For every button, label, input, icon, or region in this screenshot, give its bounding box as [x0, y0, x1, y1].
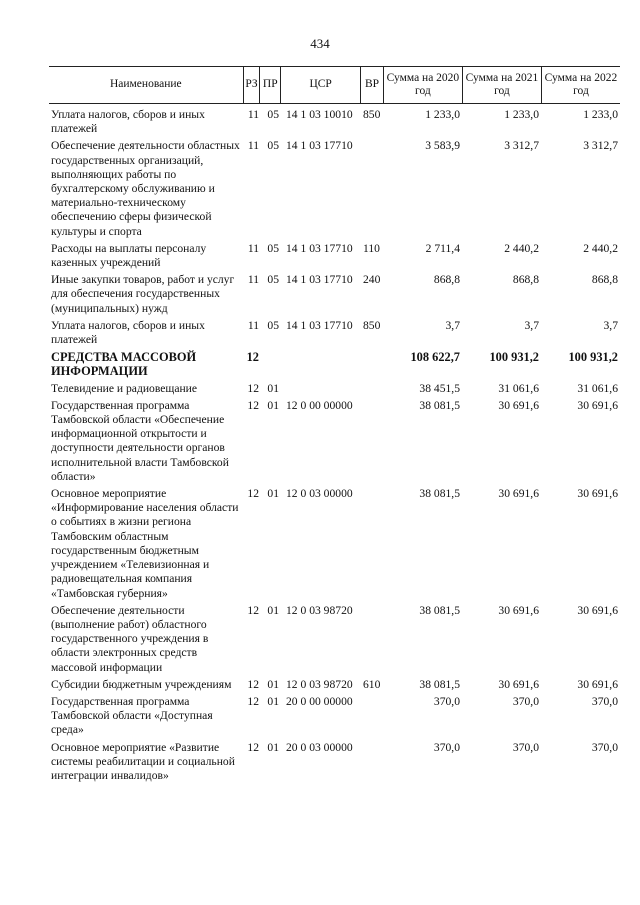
row-rz: 12	[247, 677, 259, 691]
row-pr	[261, 350, 281, 378]
row-sum-2020: 1 233,0	[425, 108, 460, 121]
header-sum-2022: Сумма на 2022 год	[544, 71, 618, 97]
row-csr: 20 0 03 00000	[286, 740, 353, 754]
row-sum-2020: 370,0	[433, 740, 460, 754]
row-pr: 01	[267, 740, 279, 754]
row-pr: 05	[267, 139, 279, 153]
row-vr	[361, 604, 383, 675]
row-rz: 12	[246, 350, 259, 365]
row-sum-2021: 100 931,2	[489, 350, 539, 365]
row-name: Субсидии бюджетным учреждениям	[51, 677, 232, 691]
row-name: Уплата налогов, сборов и иных платежей	[51, 318, 205, 347]
row-csr: 14 1 03 17710	[286, 241, 353, 255]
row-csr: 14 1 03 10010	[286, 108, 353, 121]
row-rz: 11	[247, 318, 259, 332]
row-sum-2022: 3 312,7	[583, 139, 618, 153]
row-sum-2022: 30 691,6	[577, 487, 618, 501]
header-name: Наименование	[49, 67, 244, 103]
row-name: Обеспечение деятельности (выполнение работ) областного государственного учреждения в области электронных средств массовой информации	[51, 603, 209, 674]
row-sum-2021: 31 061,6	[498, 381, 539, 395]
row-name: Уплата налогов, сборов и иных платежей	[51, 108, 205, 136]
row-name: Иные закупки товаров, работ и услуг для обеспечения государственных (муниципальных) нужд	[51, 273, 235, 315]
row-sum-2020: 3,7	[445, 318, 460, 332]
row-sum-2021: 2 440,2	[504, 241, 539, 255]
budget-table	[49, 66, 620, 786]
table-row	[49, 242, 620, 270]
table-row	[49, 399, 620, 484]
row-pr: 05	[267, 273, 279, 287]
row-vr: 850	[363, 318, 381, 332]
row-rz: 12	[247, 487, 259, 501]
row-sum-2022: 31 061,6	[577, 381, 618, 395]
row-csr: 12 0 03 98720	[286, 677, 353, 691]
table-row	[49, 678, 620, 692]
row-vr	[361, 695, 383, 738]
row-sum-2021: 1 233,0	[504, 108, 539, 121]
header-sum-2020: Сумма на 2020 год	[384, 67, 463, 103]
row-pr: 05	[267, 318, 279, 332]
row-name: Расходы на выплаты персоналу казенных учреждений	[51, 241, 207, 270]
row-rz: 12	[247, 603, 259, 617]
row-vr: 240	[363, 273, 381, 287]
row-rz: 12	[247, 694, 259, 708]
row-csr: 12 0 03 98720	[286, 603, 353, 617]
row-sum-2020: 370,0	[433, 694, 460, 708]
row-vr	[361, 399, 383, 484]
row-csr: 14 1 03 17710	[286, 273, 353, 287]
row-sum-2021: 30 691,6	[498, 487, 539, 501]
row-csr	[281, 382, 361, 396]
table-row	[49, 382, 620, 396]
row-sum-2020: 868,8	[433, 273, 460, 287]
row-sum-2022: 370,0	[591, 694, 618, 708]
row-pr: 01	[267, 603, 279, 617]
row-rz: 11	[247, 139, 259, 153]
table-row	[49, 350, 620, 378]
row-sum-2021: 370,0	[512, 694, 539, 708]
table-header	[49, 66, 620, 104]
row-csr: 20 0 00 00000	[286, 694, 353, 708]
table-row	[49, 695, 620, 738]
row-pr: 01	[267, 677, 279, 691]
row-sum-2020: 38 081,5	[419, 487, 460, 501]
row-sum-2020: 2 711,4	[425, 241, 460, 255]
row-rz: 12	[247, 740, 259, 754]
row-csr: 14 1 03 17710	[286, 318, 353, 332]
row-sum-2020: 38 081,5	[419, 677, 460, 691]
row-sum-2022: 1 233,0	[583, 108, 618, 121]
header-rz: РЗ	[244, 67, 261, 103]
row-vr	[361, 350, 383, 378]
row-sum-2021: 30 691,6	[498, 603, 539, 617]
row-rz: 12	[247, 381, 259, 395]
row-rz: 11	[247, 108, 259, 121]
row-csr: 14 1 03 17710	[286, 139, 353, 153]
row-name: Государственная программа Тамбовской области «Обеспечение информационной открытости и доступности деятельности органов исполнительной власти Тамбовской области»	[51, 398, 229, 483]
row-pr: 05	[267, 108, 279, 121]
row-vr: 850	[363, 108, 381, 121]
table-body	[49, 108, 620, 783]
row-sum-2022: 30 691,6	[577, 677, 618, 691]
row-sum-2021: 370,0	[512, 740, 539, 754]
row-sum-2020: 108 622,7	[410, 350, 460, 365]
row-vr	[361, 741, 383, 784]
header-pr: ПР	[260, 67, 281, 103]
row-vr	[361, 139, 383, 238]
row-pr: 01	[267, 487, 279, 501]
row-vr	[361, 487, 383, 601]
row-sum-2022: 370,0	[591, 740, 618, 754]
table-row	[49, 273, 620, 316]
row-sum-2022: 100 931,2	[568, 350, 618, 365]
row-csr: 12 0 03 00000	[286, 487, 353, 501]
row-vr	[361, 382, 383, 396]
row-sum-2021: 868,8	[512, 273, 539, 287]
row-rz: 12	[247, 398, 259, 412]
row-sum-2022: 30 691,6	[577, 603, 618, 617]
row-sum-2022: 2 440,2	[583, 241, 618, 255]
row-name: Государственная программа Тамбовской области «Доступная среда»	[51, 694, 213, 737]
row-sum-2020: 38 451,5	[419, 381, 460, 395]
row-vr: 110	[363, 241, 380, 255]
row-vr: 610	[363, 677, 381, 691]
row-sum-2022: 3,7	[603, 318, 618, 332]
page-number: 434	[310, 36, 330, 51]
table-row	[49, 319, 620, 347]
row-pr: 01	[267, 398, 279, 412]
table-row	[49, 487, 620, 601]
row-csr	[281, 350, 361, 378]
table-row	[49, 139, 620, 238]
row-sum-2020: 38 081,5	[419, 603, 460, 617]
row-name: Обеспечение деятельности областных государственных организаций, выполняющих работы по бухгалтерскому обслуживанию и материально-техническому обеспечению сферы физической культуры и спорта	[51, 139, 240, 238]
header-vr: ВР	[361, 67, 384, 103]
row-sum-2020: 38 081,5	[419, 398, 460, 412]
row-pr: 01	[267, 694, 279, 708]
row-sum-2021: 30 691,6	[498, 398, 539, 412]
row-name: Основное мероприятие «Информирование населения области о событиях в жизни региона Тамбовским областным государственным бюджетным учреждением «Телевизионная и радиовещательная компания «Тамбовская губерния»	[51, 487, 239, 600]
row-name: Основное мероприятие «Развитие системы реабилитации и социальной интеграции инвалидов»	[51, 740, 235, 782]
row-rz: 11	[247, 273, 259, 287]
table-row	[49, 741, 620, 784]
row-name: Телевидение и радиовещание	[51, 381, 198, 395]
row-pr: 01	[267, 381, 279, 395]
row-sum-2021: 30 691,6	[498, 677, 539, 691]
row-sum-2021: 3 312,7	[504, 139, 539, 153]
header-csr: ЦСР	[281, 67, 361, 103]
row-sum-2022: 868,8	[591, 273, 618, 287]
row-pr: 05	[267, 241, 279, 255]
table-row	[49, 108, 620, 136]
row-sum-2022: 30 691,6	[577, 398, 618, 412]
table-row	[49, 604, 620, 675]
row-csr: 12 0 00 00000	[286, 398, 353, 412]
row-sum-2021: 3,7	[524, 318, 539, 332]
row-name: СРЕДСТВА МАССОВОЙ ИНФОРМАЦИИ	[51, 350, 197, 379]
row-rz: 11	[247, 241, 259, 255]
header-sum-2021: Сумма на 2021 год	[463, 67, 542, 103]
row-sum-2020: 3 583,9	[425, 139, 460, 153]
